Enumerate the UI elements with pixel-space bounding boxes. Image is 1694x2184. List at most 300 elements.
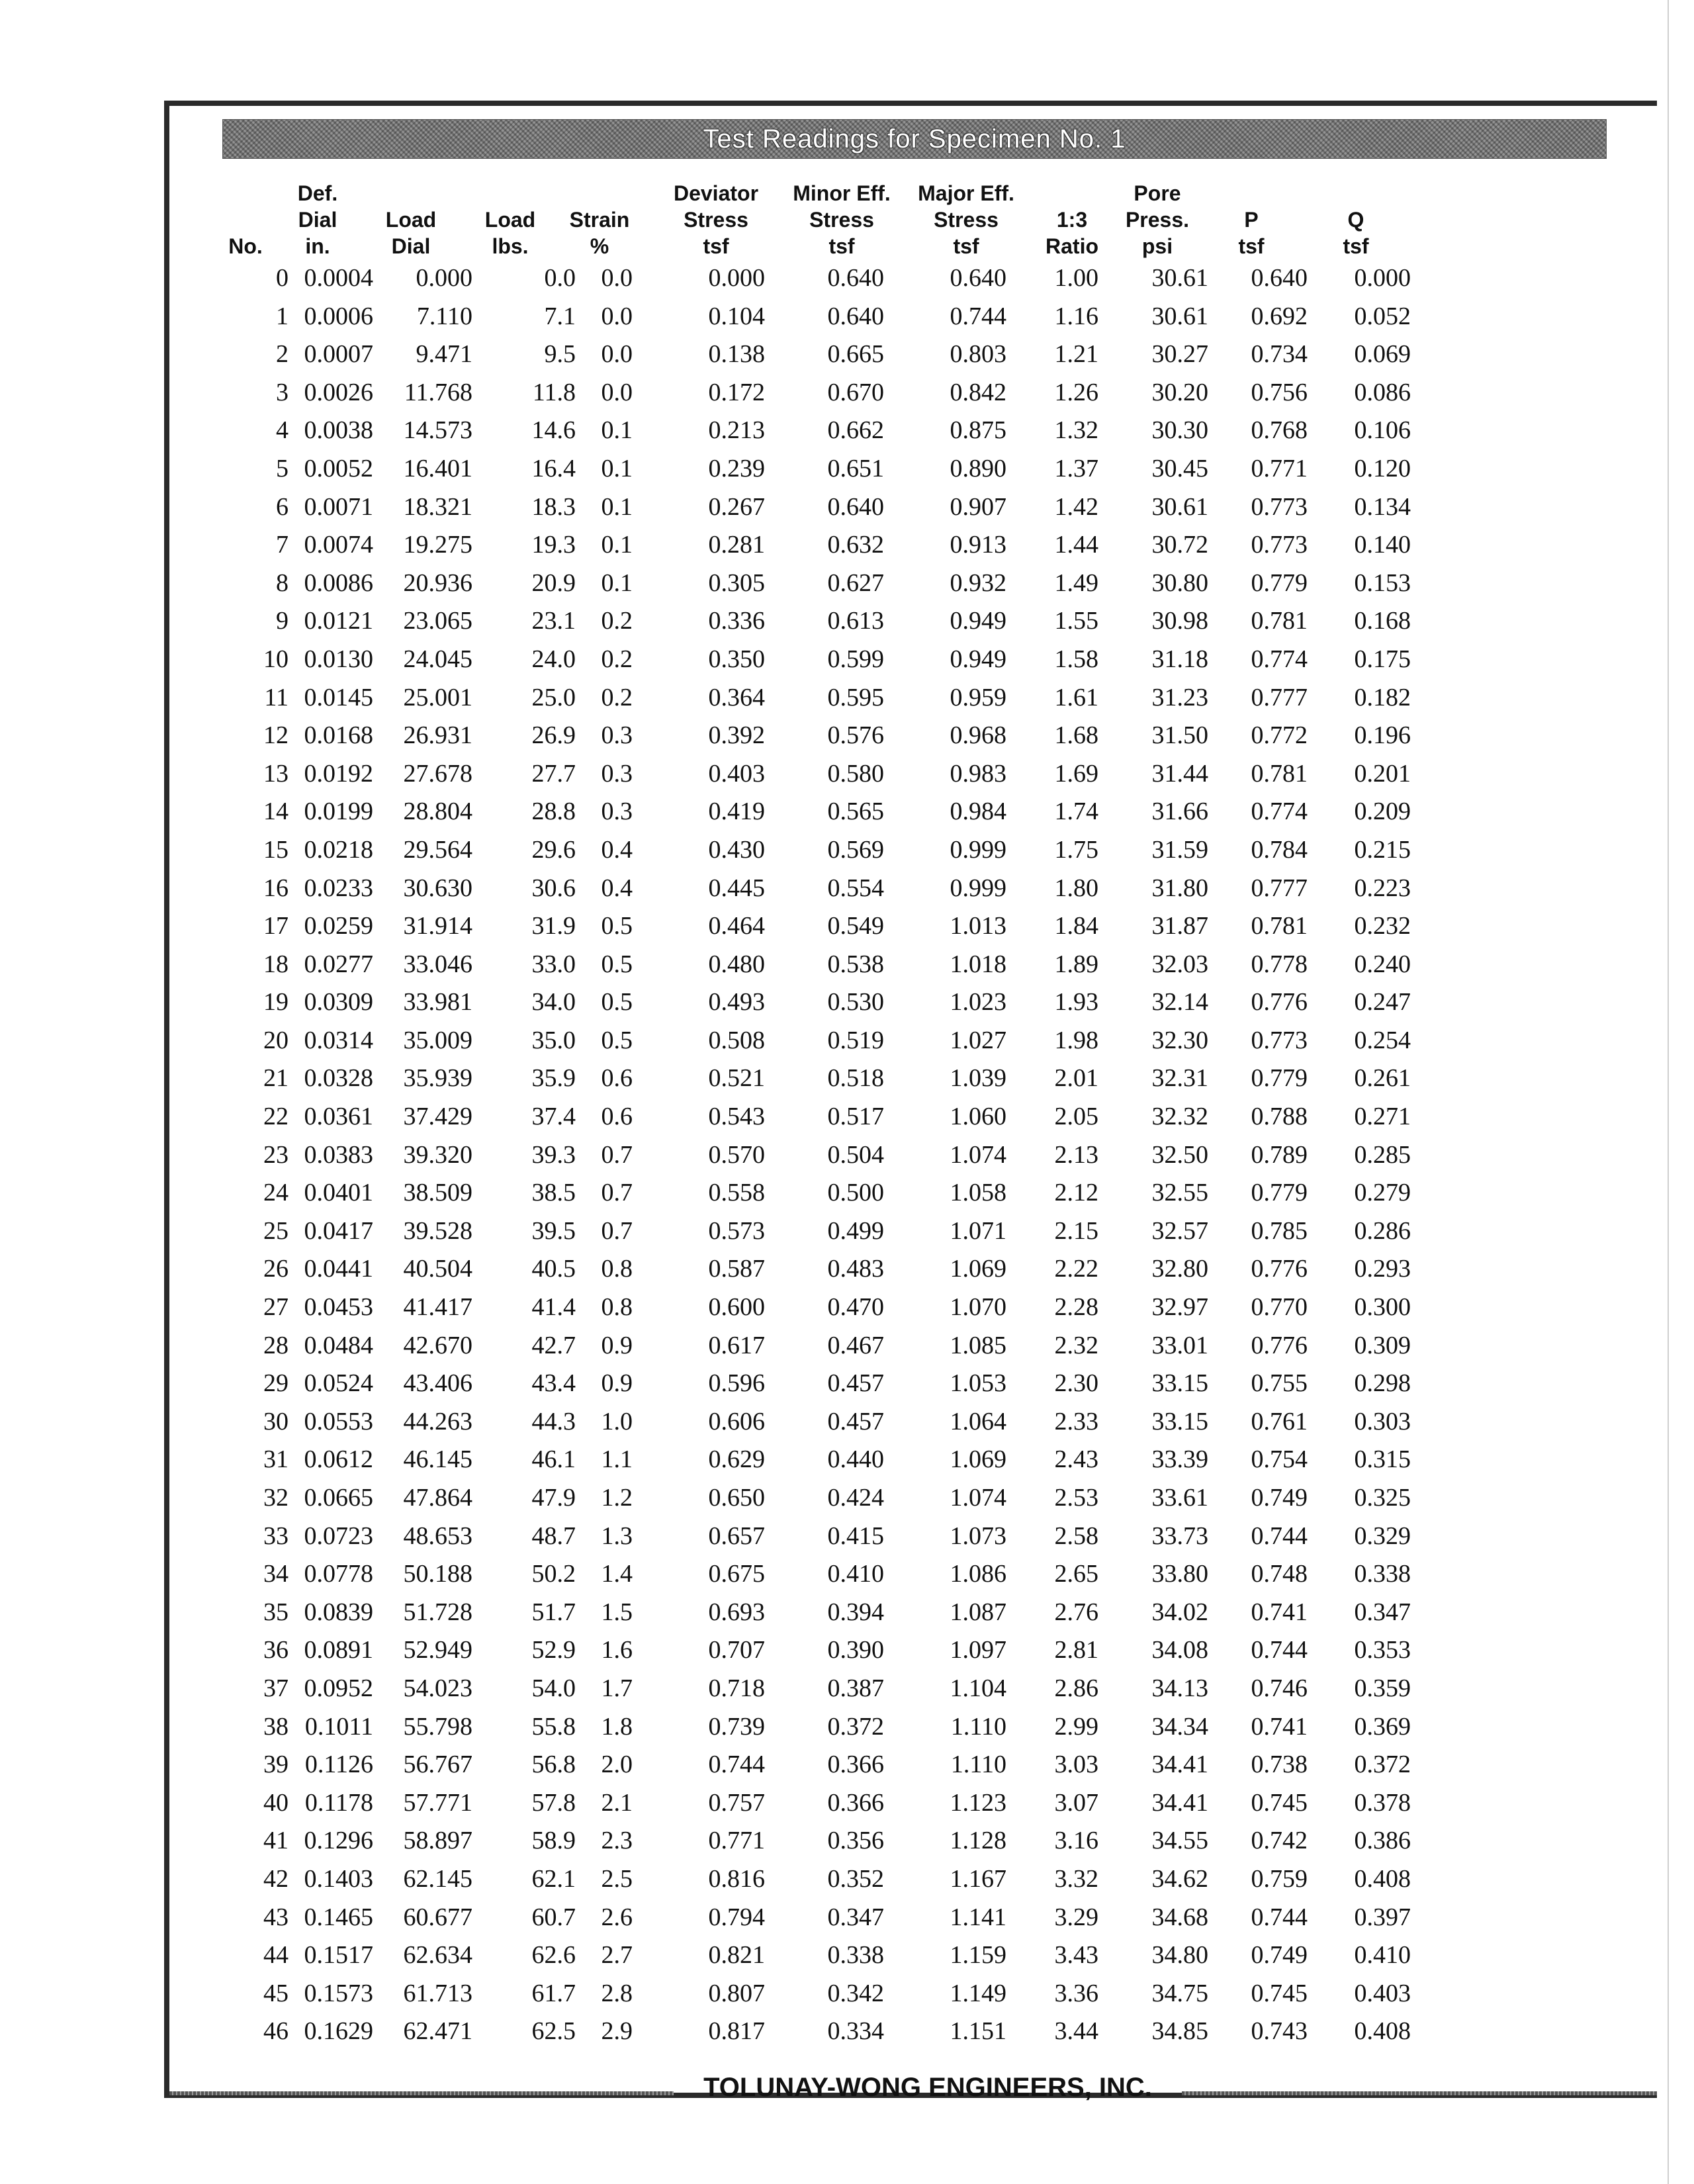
cell-p: 0.771	[1251, 454, 1308, 482]
cell-minor-eff-stress: 0.530	[827, 988, 884, 1017]
cell-minor-eff-stress: 0.347	[827, 1903, 884, 1931]
cell-load-dial: 41.417	[403, 1293, 472, 1322]
cell-load-lbs: 51.7	[531, 1598, 576, 1626]
cell-pore-press: 32.31	[1151, 1064, 1208, 1093]
cell-p: 0.759	[1251, 1864, 1308, 1893]
cell-load-lbs: 7.1	[544, 302, 576, 330]
table-row	[229, 1136, 1453, 1175]
cell-pore-press: 34.02	[1151, 1598, 1208, 1626]
cell-deviator-stress: 0.693	[708, 1598, 765, 1626]
table-body	[229, 259, 1453, 2051]
cell-major-eff-stress: 1.086	[950, 1560, 1006, 1588]
cell-q: 0.408	[1354, 1864, 1411, 1893]
cell-deviator-stress: 0.350	[708, 645, 765, 673]
cell-q: 0.106	[1354, 416, 1411, 445]
cell-p: 0.745	[1251, 1788, 1308, 1817]
table-row	[229, 412, 1453, 450]
cell-no: 11	[264, 683, 289, 711]
header-p	[1215, 206, 1288, 259]
cell-ratio: 1.75	[1054, 835, 1098, 864]
cell-def-dial: 0.1629	[304, 2017, 373, 2046]
cell-deviator-stress: 0.305	[708, 569, 765, 597]
cell-def-dial: 0.0145	[304, 683, 373, 711]
cell-pore-press: 32.14	[1151, 988, 1208, 1017]
cell-pore-press: 32.97	[1151, 1293, 1208, 1322]
cell-strain: 0.1	[601, 531, 633, 559]
cell-minor-eff-stress: 0.662	[827, 416, 884, 445]
cell-no: 45	[263, 1979, 289, 2007]
cell-strain: 2.1	[601, 1788, 633, 1817]
cell-deviator-stress: 0.757	[708, 1788, 765, 1817]
cell-minor-eff-stress: 0.504	[827, 1140, 884, 1169]
cell-load-lbs: 35.9	[531, 1064, 576, 1093]
cell-major-eff-stress: 0.968	[950, 721, 1006, 750]
cell-pore-press: 33.73	[1151, 1522, 1208, 1550]
cell-q: 0.285	[1354, 1140, 1411, 1169]
cell-major-eff-stress: 0.803	[950, 340, 1006, 369]
cell-p: 0.773	[1251, 492, 1308, 521]
cell-def-dial: 0.0007	[304, 340, 373, 369]
cell-pore-press: 32.57	[1151, 1216, 1208, 1245]
cell-minor-eff-stress: 0.366	[827, 1751, 884, 1779]
cell-load-dial: 52.949	[403, 1636, 472, 1664]
cell-major-eff-stress: 1.123	[950, 1788, 1006, 1817]
cell-load-dial: 62.145	[403, 1864, 472, 1893]
cell-major-eff-stress: 1.069	[950, 1445, 1006, 1474]
cell-p: 0.749	[1251, 1484, 1308, 1512]
cell-q: 0.240	[1354, 950, 1411, 978]
header-line: Minor Eff.	[793, 181, 891, 205]
table-row	[229, 755, 1453, 794]
table-row	[229, 679, 1453, 717]
cell-major-eff-stress: 1.070	[950, 1293, 1006, 1322]
cell-pore-press: 34.41	[1151, 1788, 1208, 1817]
cell-strain: 2.9	[601, 2017, 633, 2046]
cell-q: 0.347	[1354, 1598, 1411, 1626]
cell-q: 0.369	[1354, 1712, 1411, 1741]
header-line: Major Eff.	[918, 181, 1014, 205]
table-row	[229, 1289, 1453, 1327]
cell-q: 0.168	[1354, 607, 1411, 635]
cell-strain: 1.7	[601, 1674, 633, 1702]
cell-major-eff-stress: 1.110	[950, 1751, 1006, 1779]
header-load-lbs	[474, 206, 547, 259]
cell-major-eff-stress: 1.074	[950, 1484, 1006, 1512]
table-row	[229, 259, 1453, 298]
cell-q: 0.271	[1354, 1103, 1411, 1131]
cell-ratio: 2.33	[1054, 1407, 1098, 1435]
cell-minor-eff-stress: 0.390	[827, 1636, 884, 1664]
cell-def-dial: 0.0417	[304, 1216, 373, 1245]
cell-deviator-stress: 0.464	[708, 912, 765, 940]
cell-def-dial: 0.0071	[304, 492, 373, 521]
cell-deviator-stress: 0.587	[708, 1255, 765, 1283]
cell-p: 0.755	[1251, 1369, 1308, 1398]
cell-ratio: 2.65	[1054, 1560, 1098, 1588]
table-row	[229, 1365, 1453, 1403]
cell-p: 0.756	[1251, 378, 1308, 406]
table-row	[229, 1479, 1453, 1518]
cell-strain: 0.7	[601, 1140, 633, 1169]
header-line: tsf	[828, 234, 855, 258]
cell-pore-press: 34.34	[1151, 1712, 1208, 1741]
cell-pore-press: 32.50	[1151, 1140, 1208, 1169]
cell-minor-eff-stress: 0.565	[827, 797, 884, 826]
header-minor-eff-stress	[787, 180, 896, 259]
cell-no: 17	[263, 912, 289, 940]
cell-p: 0.738	[1251, 1751, 1308, 1779]
footer	[169, 2073, 1657, 2102]
cell-deviator-stress: 0.817	[708, 2017, 765, 2046]
cell-pore-press: 33.15	[1151, 1369, 1208, 1398]
cell-major-eff-stress: 1.053	[950, 1369, 1006, 1398]
cell-deviator-stress: 0.281	[708, 531, 765, 559]
header-line: %	[590, 234, 609, 258]
cell-load-lbs: 41.4	[531, 1293, 576, 1322]
cell-ratio: 3.32	[1054, 1864, 1098, 1893]
cell-pore-press: 33.61	[1151, 1484, 1208, 1512]
cell-ratio: 1.69	[1054, 759, 1098, 788]
readings-table	[229, 173, 1453, 2051]
cell-ratio: 1.00	[1054, 264, 1098, 292]
header-load-dial	[375, 206, 447, 259]
cell-minor-eff-stress: 0.352	[827, 1864, 884, 1893]
cell-ratio: 2.13	[1054, 1140, 1098, 1169]
cell-major-eff-stress: 1.110	[950, 1712, 1006, 1741]
cell-deviator-stress: 0.445	[708, 874, 765, 902]
cell-load-dial: 26.931	[403, 721, 472, 750]
table-row	[229, 1060, 1453, 1098]
cell-ratio: 3.36	[1054, 1979, 1098, 2007]
cell-major-eff-stress: 0.984	[950, 797, 1006, 826]
cell-q: 0.309	[1354, 1331, 1411, 1359]
cell-no: 6	[276, 492, 289, 521]
cell-minor-eff-stress: 0.483	[827, 1255, 884, 1283]
cell-ratio: 1.74	[1054, 797, 1098, 826]
cell-no: 5	[276, 454, 289, 482]
cell-q: 0.000	[1354, 264, 1411, 292]
cell-no: 39	[263, 1751, 289, 1779]
cell-def-dial: 0.0383	[304, 1140, 373, 1169]
cell-minor-eff-stress: 0.670	[827, 378, 884, 406]
header-line: tsf	[703, 234, 729, 258]
cell-no: 0	[276, 264, 289, 292]
header-major-eff-stress	[912, 180, 1020, 259]
cell-q: 0.232	[1354, 912, 1411, 940]
cell-minor-eff-stress: 0.338	[827, 1941, 884, 1970]
cell-q: 0.209	[1354, 797, 1411, 826]
cell-def-dial: 0.0168	[304, 721, 373, 750]
cell-load-lbs: 19.3	[531, 531, 576, 559]
cell-def-dial: 0.0839	[304, 1598, 373, 1626]
cell-no: 21	[263, 1064, 289, 1093]
cell-def-dial: 0.0130	[304, 645, 373, 673]
cell-pore-press: 33.15	[1151, 1407, 1208, 1435]
cell-no: 7	[276, 531, 289, 559]
cell-ratio: 3.29	[1054, 1903, 1098, 1931]
cell-load-lbs: 35.0	[531, 1026, 576, 1054]
cell-q: 0.196	[1354, 721, 1411, 750]
cell-p: 0.741	[1251, 1712, 1308, 1741]
cell-q: 0.408	[1354, 2017, 1411, 2046]
cell-load-dial: 61.713	[403, 1979, 472, 2007]
cell-minor-eff-stress: 0.554	[827, 874, 884, 902]
cell-load-lbs: 28.8	[531, 797, 576, 826]
header-ratio	[1039, 206, 1105, 259]
cell-def-dial: 0.1178	[304, 1788, 373, 1817]
cell-major-eff-stress: 1.013	[950, 912, 1006, 940]
cell-strain: 2.5	[601, 1864, 633, 1893]
cell-load-dial: 38.509	[403, 1179, 472, 1207]
cell-no: 26	[263, 1255, 289, 1283]
cell-load-lbs: 62.6	[531, 1941, 576, 1970]
cell-p: 0.789	[1251, 1140, 1308, 1169]
cell-pore-press: 31.44	[1151, 759, 1208, 788]
cell-major-eff-stress: 0.913	[950, 531, 1006, 559]
cell-load-lbs: 39.5	[531, 1216, 576, 1245]
cell-load-lbs: 50.2	[531, 1560, 576, 1588]
cell-def-dial: 0.1126	[304, 1751, 373, 1779]
cell-ratio: 2.81	[1054, 1636, 1098, 1664]
cell-pore-press: 34.62	[1151, 1864, 1208, 1893]
cell-q: 0.223	[1354, 874, 1411, 902]
cell-p: 0.781	[1251, 607, 1308, 635]
table-header	[229, 173, 1453, 259]
cell-ratio: 2.15	[1054, 1216, 1098, 1245]
cell-ratio: 2.28	[1054, 1293, 1098, 1322]
cell-strain: 1.0	[601, 1407, 633, 1435]
cell-def-dial: 0.1573	[304, 1979, 373, 2007]
cell-load-lbs: 57.8	[531, 1788, 576, 1817]
cell-ratio: 2.05	[1054, 1103, 1098, 1131]
cell-major-eff-stress: 0.932	[950, 569, 1006, 597]
cell-p: 0.754	[1251, 1445, 1308, 1474]
cell-pore-press: 31.23	[1151, 683, 1208, 711]
cell-no: 43	[263, 1903, 289, 1931]
cell-load-dial: 19.275	[403, 531, 472, 559]
cell-major-eff-stress: 0.983	[950, 759, 1006, 788]
cell-strain: 2.6	[601, 1903, 633, 1931]
cell-load-dial: 44.263	[403, 1407, 472, 1435]
cell-p: 0.770	[1251, 1293, 1308, 1322]
cell-no: 16	[263, 874, 289, 902]
cell-ratio: 1.68	[1054, 721, 1098, 750]
cell-minor-eff-stress: 0.470	[827, 1293, 884, 1322]
cell-ratio: 3.16	[1054, 1827, 1098, 1855]
cell-no: 15	[263, 835, 289, 864]
cell-major-eff-stress: 0.842	[950, 378, 1006, 406]
cell-def-dial: 0.0218	[304, 835, 373, 864]
cell-major-eff-stress: 1.058	[950, 1179, 1006, 1207]
cell-load-dial: 43.406	[403, 1369, 472, 1398]
cell-deviator-stress: 0.600	[708, 1293, 765, 1322]
table-row	[229, 526, 1453, 565]
cell-major-eff-stress: 1.149	[950, 1979, 1006, 2007]
cell-no: 4	[276, 416, 289, 445]
cell-major-eff-stress: 0.999	[950, 835, 1006, 864]
cell-minor-eff-stress: 0.457	[827, 1369, 884, 1398]
cell-deviator-stress: 0.821	[708, 1941, 765, 1970]
cell-no: 35	[263, 1598, 289, 1626]
cell-pore-press: 34.80	[1151, 1941, 1208, 1970]
cell-p: 0.748	[1251, 1560, 1308, 1588]
cell-strain: 0.7	[601, 1179, 633, 1207]
cell-no: 19	[263, 988, 289, 1017]
cell-deviator-stress: 0.493	[708, 988, 765, 1017]
cell-pore-press: 32.32	[1151, 1103, 1208, 1131]
header-line: Dial	[298, 208, 337, 232]
cell-load-lbs: 44.3	[531, 1407, 576, 1435]
cell-def-dial: 0.1403	[304, 1864, 373, 1893]
cell-load-lbs: 55.8	[531, 1712, 576, 1741]
cell-p: 0.743	[1251, 2017, 1308, 2046]
cell-minor-eff-stress: 0.651	[827, 454, 884, 482]
cell-q: 0.378	[1354, 1788, 1411, 1817]
cell-load-dial: 55.798	[403, 1712, 472, 1741]
cell-ratio: 1.26	[1054, 378, 1098, 406]
cell-strain: 0.3	[601, 797, 633, 826]
cell-deviator-stress: 0.650	[708, 1484, 765, 1512]
cell-p: 0.744	[1251, 1636, 1308, 1664]
cell-p: 0.785	[1251, 1216, 1308, 1245]
cell-strain: 2.7	[601, 1941, 633, 1970]
cell-major-eff-stress: 1.060	[950, 1103, 1006, 1131]
header-q	[1319, 206, 1392, 259]
cell-q: 0.315	[1354, 1445, 1411, 1474]
cell-load-dial: 7.110	[416, 302, 472, 330]
cell-minor-eff-stress: 0.627	[827, 569, 884, 597]
cell-minor-eff-stress: 0.549	[827, 912, 884, 940]
cell-no: 40	[263, 1788, 289, 1817]
cell-deviator-stress: 0.267	[708, 492, 765, 521]
cell-q: 0.052	[1354, 302, 1411, 330]
cell-deviator-stress: 0.104	[708, 302, 765, 330]
cell-p: 0.772	[1251, 721, 1308, 750]
cell-strain: 0.5	[601, 988, 633, 1017]
header-line: Ratio	[1046, 234, 1098, 258]
cell-q: 0.182	[1354, 683, 1411, 711]
cell-deviator-stress: 0.392	[708, 721, 765, 750]
cell-p: 0.773	[1251, 1026, 1308, 1054]
cell-p: 0.768	[1251, 416, 1308, 445]
cell-minor-eff-stress: 0.415	[827, 1522, 884, 1550]
cell-p: 0.778	[1251, 950, 1308, 978]
cell-no: 20	[263, 1026, 289, 1054]
cell-load-dial: 16.401	[403, 454, 472, 482]
cell-strain: 0.9	[601, 1331, 633, 1359]
cell-pore-press: 30.27	[1151, 340, 1208, 369]
cell-load-lbs: 0.0	[544, 264, 576, 292]
cell-load-dial: 39.528	[403, 1216, 472, 1245]
cell-deviator-stress: 0.558	[708, 1179, 765, 1207]
cell-p: 0.742	[1251, 1827, 1308, 1855]
table-row	[229, 1975, 1453, 2013]
table-row	[229, 1899, 1453, 1937]
cell-p: 0.776	[1251, 988, 1308, 1017]
cell-no: 22	[263, 1103, 289, 1131]
cell-load-lbs: 27.7	[531, 759, 576, 788]
cell-minor-eff-stress: 0.500	[827, 1179, 884, 1207]
cell-strain: 0.9	[601, 1369, 633, 1398]
cell-def-dial: 0.0004	[304, 264, 373, 292]
cell-deviator-stress: 0.739	[708, 1712, 765, 1741]
cell-strain: 1.4	[601, 1560, 633, 1588]
table-row	[229, 1174, 1453, 1212]
cell-q: 0.410	[1354, 1941, 1411, 1970]
cell-minor-eff-stress: 0.632	[827, 531, 884, 559]
cell-def-dial: 0.0952	[304, 1674, 373, 1702]
table-row	[229, 1860, 1453, 1899]
cell-ratio: 3.43	[1054, 1941, 1098, 1970]
header-line: Pore	[1134, 181, 1181, 205]
cell-q: 0.386	[1354, 1827, 1411, 1855]
cell-p: 0.745	[1251, 1979, 1308, 2007]
cell-def-dial: 0.0401	[304, 1179, 373, 1207]
cell-def-dial: 0.0314	[304, 1026, 373, 1054]
cell-major-eff-stress: 1.039	[950, 1064, 1006, 1093]
cell-deviator-stress: 0.138	[708, 340, 765, 369]
cell-strain: 0.2	[601, 645, 633, 673]
cell-strain: 2.0	[601, 1751, 633, 1779]
table-row	[229, 1327, 1453, 1365]
cell-major-eff-stress: 1.069	[950, 1255, 1006, 1283]
cell-strain: 0.1	[601, 416, 633, 445]
cell-ratio: 2.43	[1054, 1445, 1098, 1474]
cell-ratio: 1.49	[1054, 569, 1098, 597]
cell-strain: 1.1	[601, 1445, 633, 1474]
cell-load-dial: 24.045	[403, 645, 472, 673]
cell-no: 34	[263, 1560, 289, 1588]
cell-load-lbs: 52.9	[531, 1636, 576, 1664]
cell-load-lbs: 25.0	[531, 683, 576, 711]
cell-load-lbs: 48.7	[531, 1522, 576, 1550]
cell-q: 0.069	[1354, 340, 1411, 369]
cell-p: 0.781	[1251, 912, 1308, 940]
cell-q: 0.303	[1354, 1407, 1411, 1435]
cell-q: 0.247	[1354, 988, 1411, 1017]
cell-minor-eff-stress: 0.538	[827, 950, 884, 978]
cell-major-eff-stress: 0.744	[950, 302, 1006, 330]
cell-deviator-stress: 0.617	[708, 1331, 765, 1359]
cell-pore-press: 31.80	[1151, 874, 1208, 902]
cell-def-dial: 0.0199	[304, 797, 373, 826]
cell-p: 0.777	[1251, 683, 1308, 711]
cell-p: 0.749	[1251, 1941, 1308, 1970]
cell-no: 13	[263, 759, 289, 788]
cell-load-lbs: 23.1	[531, 607, 576, 635]
cell-load-lbs: 29.6	[531, 835, 576, 864]
cell-pore-press: 34.55	[1151, 1827, 1208, 1855]
cell-load-lbs: 40.5	[531, 1255, 576, 1283]
cell-strain: 0.5	[601, 912, 633, 940]
table-row	[229, 717, 1453, 755]
cell-def-dial: 0.0277	[304, 950, 373, 978]
cell-pore-press: 30.61	[1151, 264, 1208, 292]
cell-minor-eff-stress: 0.518	[827, 1064, 884, 1093]
cell-p: 0.779	[1251, 1064, 1308, 1093]
cell-p: 0.744	[1251, 1903, 1308, 1931]
cell-load-dial: 28.804	[403, 797, 472, 826]
page-title: Test Readings for Specimen No. 1	[703, 124, 1126, 154]
cell-strain: 0.4	[601, 874, 633, 902]
cell-p: 0.776	[1251, 1331, 1308, 1359]
cell-ratio: 1.32	[1054, 416, 1098, 445]
cell-strain: 1.8	[601, 1712, 633, 1741]
cell-ratio: 2.76	[1054, 1598, 1098, 1626]
cell-load-lbs: 33.0	[531, 950, 576, 978]
cell-def-dial: 0.1465	[304, 1903, 373, 1931]
table-row	[229, 1594, 1453, 1632]
